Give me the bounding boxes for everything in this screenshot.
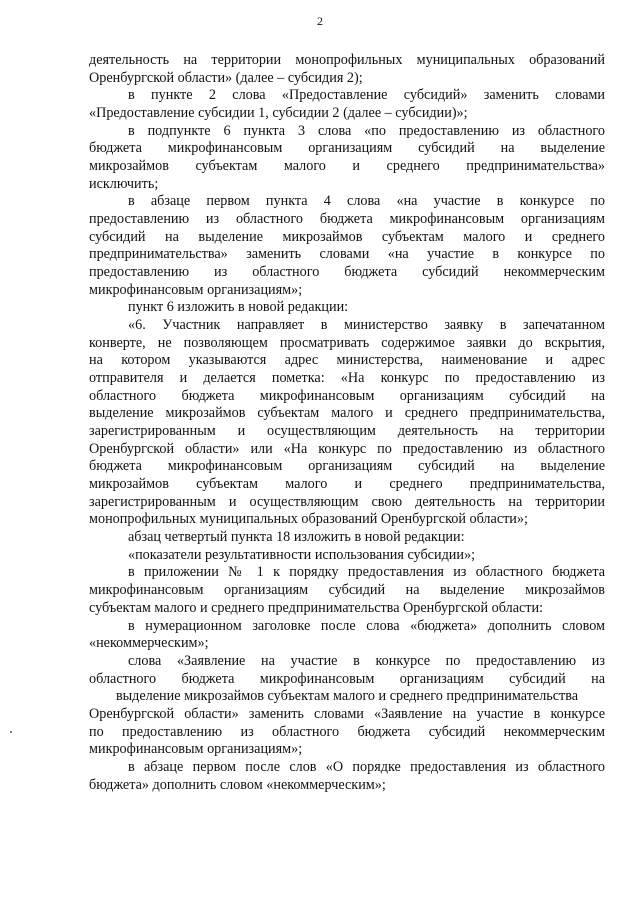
- text-line: субсидий на выделение микрозаймов субъектам малого и среднего: [89, 228, 605, 245]
- text-line: исключить;: [89, 175, 159, 192]
- text-line: зарегистрированным и осуществляющим свою деятельность на территории: [89, 493, 605, 510]
- text-line: микрофинансовым организациям субсидий на выделение микрозаймов: [89, 582, 605, 599]
- text-line: слова «Заявление на участие в конкурсе по предоставлению из: [128, 652, 605, 669]
- text-line: микрозаймов субъектам малого и среднего предпринимательства»: [89, 158, 605, 175]
- text-line: бюджета микрофинансовым организациям субсидий на выделение: [89, 140, 605, 157]
- text-line: в пункте 2 слова «Предоставление субсидий» заменить словами: [128, 87, 605, 104]
- text-line: зарегистрированным и осуществляющим деятельность на территории: [89, 423, 605, 440]
- text-line: отправителя и делается пометка: «На конкурс по предоставлению из: [89, 370, 605, 387]
- text-line: областного бюджета микрофинансовым организациям субсидий на: [89, 670, 605, 687]
- text-line: субъектам малого и среднего предпринимательства Оренбургской области:: [89, 599, 544, 616]
- text-line: пункт 6 изложить в новой редакции:: [128, 299, 349, 316]
- text-line: в нумерационном заголовке после слова «бюджета» дополнить словом: [128, 617, 605, 634]
- document-body: [89, 52, 605, 794]
- text-line: микрофинансовым организациям»;: [89, 281, 303, 298]
- text-line: «показатели результативности использования субсидии»;: [128, 546, 476, 563]
- text-line: выделение микрозаймов субъектам малого и среднего предпринимательства: [115, 688, 579, 705]
- text-line: предоставлению из областного бюджета микрофинансовым организациям: [89, 211, 605, 228]
- text-line: микрофинансовым организациям»;: [89, 741, 303, 758]
- text-line: по предоставлению из областного бюджета субсидий некоммерческим: [89, 723, 605, 740]
- text-line: Оренбургской области» (далее – субсидия 2);: [89, 69, 363, 86]
- text-line: микрозаймов субъектам малого и среднего предпринимательства,: [89, 476, 605, 493]
- text-line: бюджета» дополнить словом «некоммерческим»;: [89, 776, 386, 793]
- text-line: «6. Участник направляет в министерство заявку в запечатанном: [128, 317, 605, 334]
- text-line: абзац четвертый пункта 18 изложить в новой редакции:: [128, 529, 465, 546]
- text-line: выделение микрозаймов субъектам малого и среднего предпринимательства,: [89, 405, 605, 422]
- text-line: в абзаце первом пункта 4 слова «на участие в конкурсе по: [128, 193, 605, 210]
- page-number: 2: [317, 14, 323, 28]
- text-line: Оренбургской области» заменить словами «Заявление на участие в конкурсе: [89, 705, 605, 722]
- text-line: на котором указываются адрес министерства, наименование и адрес: [89, 352, 605, 369]
- text-line: монопрофильных муниципальных образований Оренбургской области»;: [89, 511, 528, 528]
- text-line: областного бюджета микрофинансовым организациям субсидий на: [89, 387, 605, 404]
- text-line: предоставлению из областного бюджета субсидий некоммерческим: [89, 264, 605, 281]
- text-line: Оренбургской области» или «На конкурс по предоставлению из областного: [89, 440, 605, 457]
- text-line: в подпункте 6 пункта 3 слова «по предоставлению из областного: [128, 122, 605, 139]
- text-line: «некоммерческим»;: [89, 635, 209, 652]
- text-line: в абзаце первом после слов «О порядке предоставления из областного: [128, 758, 605, 775]
- text-line: бюджета микрофинансовым организациям субсидий на выделение: [89, 458, 605, 475]
- text-line: конверте, не позволяющем просматривать содержимое заявки до вскрытия,: [89, 334, 605, 351]
- scan-speck: [10, 731, 12, 733]
- text-line: деятельность на территории монопрофильных муниципальных образований: [89, 52, 605, 68]
- text-line: в приложении № 1 к порядку предоставления из областного бюджета: [128, 564, 605, 581]
- text-line: «Предоставление субсидии 1, субсидии 2 (далее – субсидии)»;: [89, 105, 468, 122]
- text-line: предпринимательства» заменить словами «на участие в конкурсе по: [89, 246, 605, 263]
